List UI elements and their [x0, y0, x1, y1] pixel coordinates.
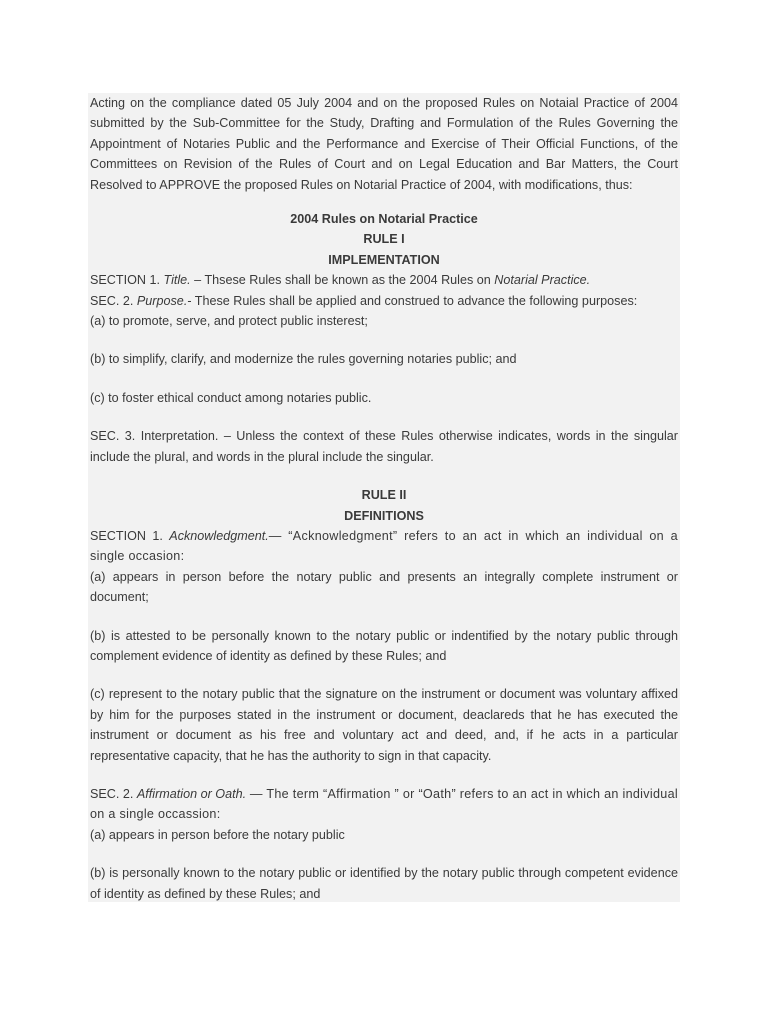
document-title: 2004 Rules on Notarial Practice [290, 212, 478, 227]
section-text: – Thsese Rules shall be known as the 2004 Rules on [190, 273, 495, 288]
section-number: SECTION 1. [90, 273, 164, 288]
rule-2-heading: RULE II [361, 488, 407, 503]
section-text: — The term “Affirmation ” or “Oath” refers to an act in which an individual on a single occassion: [90, 786, 678, 822]
section-text: — “Acknowledgment” refers to an act in which an individual on a single occasion: [90, 528, 678, 564]
section-2-purpose [90, 291, 678, 311]
section-name: Affirmation or Oath. [136, 786, 247, 801]
spacer [90, 845, 678, 863]
section-number: SEC. 2. [90, 786, 137, 801]
spacer [90, 467, 678, 485]
section-3-interpretation: SEC. 3. Interpretation. – Unless the context of these Rules otherwise indicates, words in the singular include the plural, and words in the plural include the singular. [90, 429, 678, 464]
affirmation-item-b: (b) is personally known to the notary public or identified by the notary public through competent evidence of identity as defined by these Rules; and [90, 866, 678, 901]
spacer [90, 408, 678, 426]
purpose-item-b: (b) to simplify, clarify, and modernize the rules governing notaries public; and [90, 352, 517, 367]
acknowledgment-item-a: (a) appears in person before the notary public and presents an integrally complete instrument or document; [90, 569, 678, 605]
spacer [90, 195, 678, 209]
section-emphasis: Notarial Practice. [494, 273, 591, 288]
affirmation-item-a: (a) appears in person before the notary public [90, 827, 345, 842]
section-name: Title. [163, 273, 191, 288]
definition-affirmation [90, 784, 678, 825]
spacer [90, 370, 678, 388]
rule-subtitle: IMPLEMENTATION [328, 252, 440, 267]
spacer [90, 766, 678, 784]
acknowledgment-item-c: (c) represent to the notary public that the signature on the instrument or document was voluntary affixed by him for the purposes stated in the instrument or document, deaclareds that he has executed the instrument or document as his free and voluntary act and deed, and, if he acts in a particular representative capacity, that he has the authority to sign in that capacity. [90, 687, 678, 763]
rule-heading: RULE I [363, 232, 405, 247]
acknowledgment-item-b: (b) is attested to be personally known to the notary public or indentified by the notary public through complement evidence of identity as defined by these Rules; and [90, 628, 678, 663]
section-text: - These Rules shall be applied and construed to advance the following purposes: [187, 293, 638, 308]
section-number: SEC. 2. [90, 293, 137, 308]
spacer [90, 331, 678, 349]
section-1-title [90, 270, 678, 290]
definition-acknowledgment [90, 526, 678, 567]
document-page [88, 93, 680, 902]
rule-2-subtitle: DEFINITIONS [344, 508, 424, 523]
purpose-item-c: (c) to foster ethical conduct among notaries public. [90, 390, 372, 405]
purpose-item-a: (a) to promote, serve, and protect public insterest; [90, 314, 368, 329]
spacer [90, 608, 678, 626]
section-number: SECTION 1. [90, 528, 170, 543]
spacer [90, 666, 678, 684]
section-name: Acknowledgment. [169, 528, 269, 543]
section-name: Purpose. [136, 293, 188, 308]
intro-paragraph: Acting on the compliance dated 05 July 2004 and on the proposed Rules on Notaial Practice of 2004 submitted by the Sub-Committee for the Study, Drafting and Formulation of the Rules Governing the Appointment of Notaries Public and the Performance and Exercise of Their Official Functions, of the Committees on Revision of the Rules of Court and on Legal Education and Bar Matters, the Court Resolved to APPROVE the proposed Rules on Notarial Practice of 2004, with modifications, thus: [90, 96, 678, 192]
